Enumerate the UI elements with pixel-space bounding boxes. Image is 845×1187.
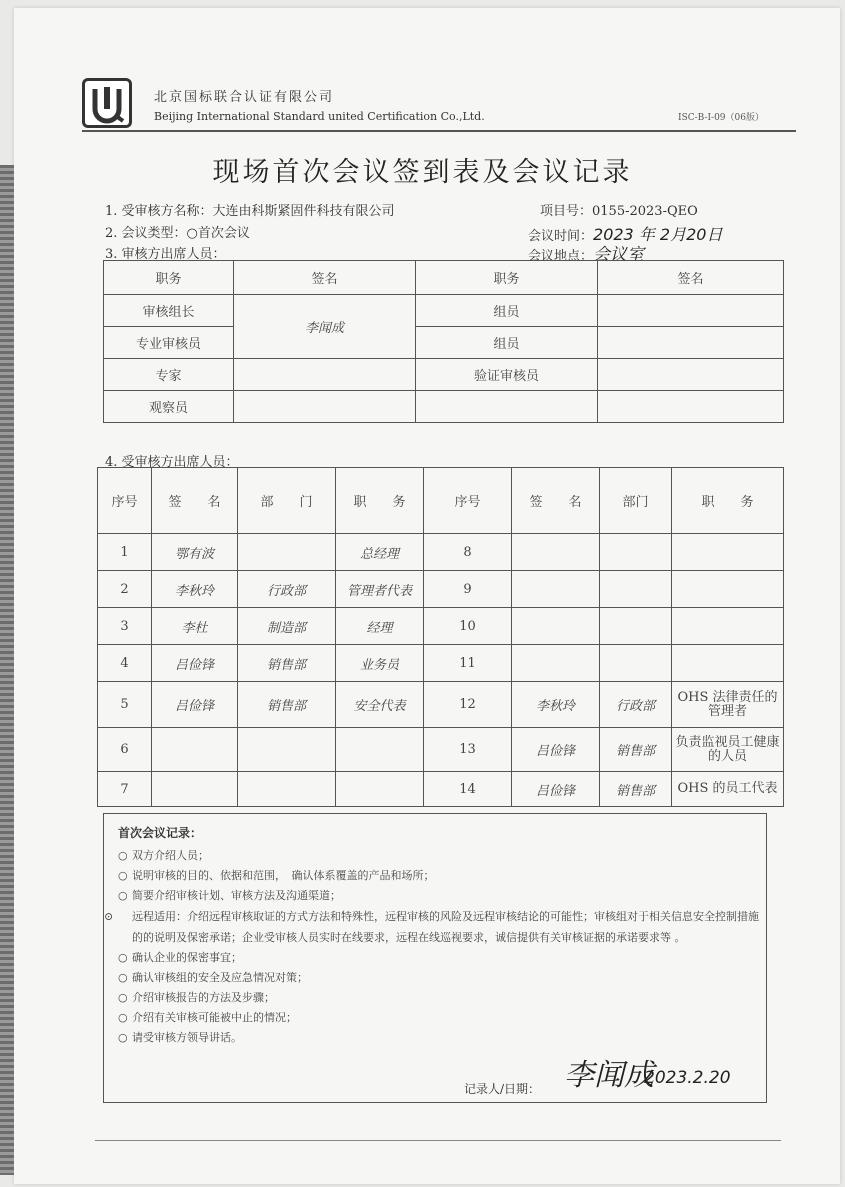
table-header-row	[104, 261, 784, 295]
position-cell: 总经理	[336, 534, 424, 571]
letterhead	[82, 78, 794, 134]
lead-auditor-signature: 李闻成	[234, 295, 416, 359]
role-cell: 观察员	[104, 391, 234, 423]
company-name-en: Beijing International Standard united Certification Co.,Ltd.	[154, 110, 485, 123]
position-cell: 负责监视员工健康的人员	[672, 728, 784, 772]
signature-cell	[598, 391, 784, 423]
role-cell	[416, 391, 598, 423]
meeting-records-box	[103, 813, 767, 1103]
checkbox-icon: ○	[118, 971, 128, 984]
checkbox-icon: ○	[118, 991, 128, 1004]
list-item: ○ 简要介绍审核计划、审核方法及沟通渠道；	[118, 886, 762, 906]
list-item: ⊙ 远程适用：介绍远程审核取证的方式方法和特殊性，远程审核的风险及远程审核结论的可能性；审核组对于相关信息安全控制措施的的说明及保密承诺；企业受审核人员实时在线要求，远程在线巡视要求，诚信提供有关审核证据的承诺要求等 。	[118, 906, 762, 948]
department-cell: 销售部	[600, 772, 672, 807]
role-cell: 审核组长	[104, 295, 234, 327]
signature-cell: 吕俭锋	[152, 682, 238, 728]
auditors-label: 3. 审核方出席人员：	[105, 247, 226, 262]
role-cell: 专家	[104, 359, 234, 391]
checkbox-icon: ○	[118, 869, 128, 882]
checkbox-checked-icon: ⊙	[104, 910, 114, 923]
role-cell: 专业审核员	[104, 327, 234, 359]
row-number: 4	[98, 645, 152, 682]
binder-edge	[0, 165, 14, 1175]
company-logo-icon	[82, 78, 132, 128]
signature-cell: 吕俭锋	[512, 772, 600, 807]
position-cell	[336, 728, 424, 772]
row-number: 12	[424, 682, 512, 728]
header-cell: 签名	[598, 261, 784, 295]
position-cell	[672, 571, 784, 608]
row-number: 8	[424, 534, 512, 571]
position-cell	[672, 608, 784, 645]
records-list	[104, 846, 762, 1048]
signature-cell: 鄂有波	[152, 534, 238, 571]
signature-cell	[152, 728, 238, 772]
row-number: 11	[424, 645, 512, 682]
checkbox-icon: ○	[118, 1031, 128, 1044]
row-number: 10	[424, 608, 512, 645]
department-cell: 行政部	[600, 682, 672, 728]
header-cell: 序号	[98, 468, 152, 534]
list-item: ○ 介绍审核报告的方法及步骤；	[118, 988, 762, 1008]
table-row	[104, 327, 784, 359]
signature-cell: 吕俭锋	[152, 645, 238, 682]
header-cell: 签 名	[152, 468, 238, 534]
signature-cell	[152, 772, 238, 807]
row-number: 6	[98, 728, 152, 772]
header-cell: 职 务	[336, 468, 424, 534]
row-number: 9	[424, 571, 512, 608]
auditor-attendance-table	[103, 260, 784, 423]
checkbox-icon: ○	[118, 1011, 128, 1024]
header-cell: 职务	[104, 261, 234, 295]
meeting-place-field: 会议地点：会议室	[528, 245, 645, 265]
signature-cell	[234, 359, 416, 391]
table-row	[98, 682, 784, 728]
table-row	[104, 359, 784, 391]
role-cell: 验证审核员	[416, 359, 598, 391]
row-number: 13	[424, 728, 512, 772]
row-number: 5	[98, 682, 152, 728]
list-item: ○ 确认企业的保密事宜；	[118, 948, 762, 968]
signature-cell	[512, 571, 600, 608]
table-row	[104, 391, 784, 423]
company-name-cn: 北京国标联合认证有限公司	[154, 90, 335, 105]
table-row	[98, 645, 784, 682]
position-cell: OHS 的员工代表	[672, 772, 784, 807]
row-number: 3	[98, 608, 152, 645]
signature-cell	[512, 534, 600, 571]
header-cell: 签名	[234, 261, 416, 295]
table-row	[98, 728, 784, 772]
auditee-attendance-table	[97, 467, 784, 807]
signature-cell: 李杜	[152, 608, 238, 645]
role-cell: 组员	[416, 327, 598, 359]
recorder-date: 2023.2.20	[644, 1068, 731, 1088]
department-cell	[238, 772, 336, 807]
role-cell: 组员	[416, 295, 598, 327]
list-item: ○ 介绍有关审核可能被中止的情况；	[118, 1008, 762, 1028]
department-cell: 销售部	[238, 682, 336, 728]
row-number: 1	[98, 534, 152, 571]
position-cell: OHS 法律责任的管理者	[672, 682, 784, 728]
auditee-name-field: 1. 受审核方名称：大连由科斯紧固件科技有限公司	[105, 204, 395, 219]
row-number: 2	[98, 571, 152, 608]
checkbox-icon: ○	[118, 951, 128, 964]
list-item: ○ 双方介绍人员；	[118, 846, 762, 866]
header-divider	[82, 130, 796, 132]
auditee-attendees-label: 4. 受审核方出席人员：	[105, 455, 239, 470]
department-cell: 销售部	[238, 645, 336, 682]
header-cell: 序号	[424, 468, 512, 534]
meeting-time-field: 会议时间：2023 年 2月20日	[528, 225, 723, 244]
department-cell	[600, 645, 672, 682]
project-number-field: 项目号：0155-2023-QEO	[540, 204, 698, 219]
checkbox-icon: ○	[118, 849, 128, 862]
header-cell: 职 务	[672, 468, 784, 534]
signature-cell	[234, 391, 416, 423]
header-cell: 部门	[600, 468, 672, 534]
checkbox-icon: ○	[118, 889, 128, 902]
position-cell: 业务员	[336, 645, 424, 682]
department-cell: 销售部	[600, 728, 672, 772]
meeting-type-field: 2. 会议类型：○首次会议	[105, 226, 250, 241]
row-number: 7	[98, 772, 152, 807]
table-header-row	[98, 468, 784, 534]
header-cell: 部 门	[238, 468, 336, 534]
list-item: ○ 请受审核方领导讲话。	[118, 1028, 762, 1048]
position-cell	[672, 645, 784, 682]
signature-cell	[512, 608, 600, 645]
records-title: 首次会议记录：	[118, 826, 203, 840]
form-code: ISC-B-I-09（06版）	[678, 113, 764, 123]
signature-cell: 吕俭锋	[512, 728, 600, 772]
list-item: ○ 确认审核组的安全及应急情况对策；	[118, 968, 762, 988]
department-cell: 制造部	[238, 608, 336, 645]
header-cell: 职务	[416, 261, 598, 295]
recorder-label: 记录人/日期：	[464, 1082, 541, 1096]
position-cell	[336, 772, 424, 807]
header-cell: 签 名	[512, 468, 600, 534]
signature-cell: 李秋玲	[512, 682, 600, 728]
department-cell	[600, 571, 672, 608]
position-cell: 安全代表	[336, 682, 424, 728]
table-row	[98, 772, 784, 807]
page-title: 现场首次会议签到表及会议记录	[212, 157, 633, 188]
signature-cell	[598, 327, 784, 359]
row-number: 14	[424, 772, 512, 807]
signature-cell	[598, 295, 784, 327]
department-cell	[600, 534, 672, 571]
department-cell: 行政部	[238, 571, 336, 608]
department-cell	[238, 534, 336, 571]
signature-cell: 李秋玲	[152, 571, 238, 608]
table-row	[98, 534, 784, 571]
table-row	[98, 608, 784, 645]
list-item: ○ 说明审核的目的、依据和范围， 确认体系覆盖的产品和场所；	[118, 866, 762, 886]
department-cell	[600, 608, 672, 645]
table-row	[98, 571, 784, 608]
position-cell: 经理	[336, 608, 424, 645]
position-cell	[672, 534, 784, 571]
recorder-signature: 李闻成	[564, 1058, 654, 1093]
signature-cell	[512, 645, 600, 682]
signature-cell	[598, 359, 784, 391]
footer-divider	[95, 1140, 781, 1141]
department-cell	[238, 728, 336, 772]
position-cell: 管理者代表	[336, 571, 424, 608]
table-row	[104, 295, 784, 327]
